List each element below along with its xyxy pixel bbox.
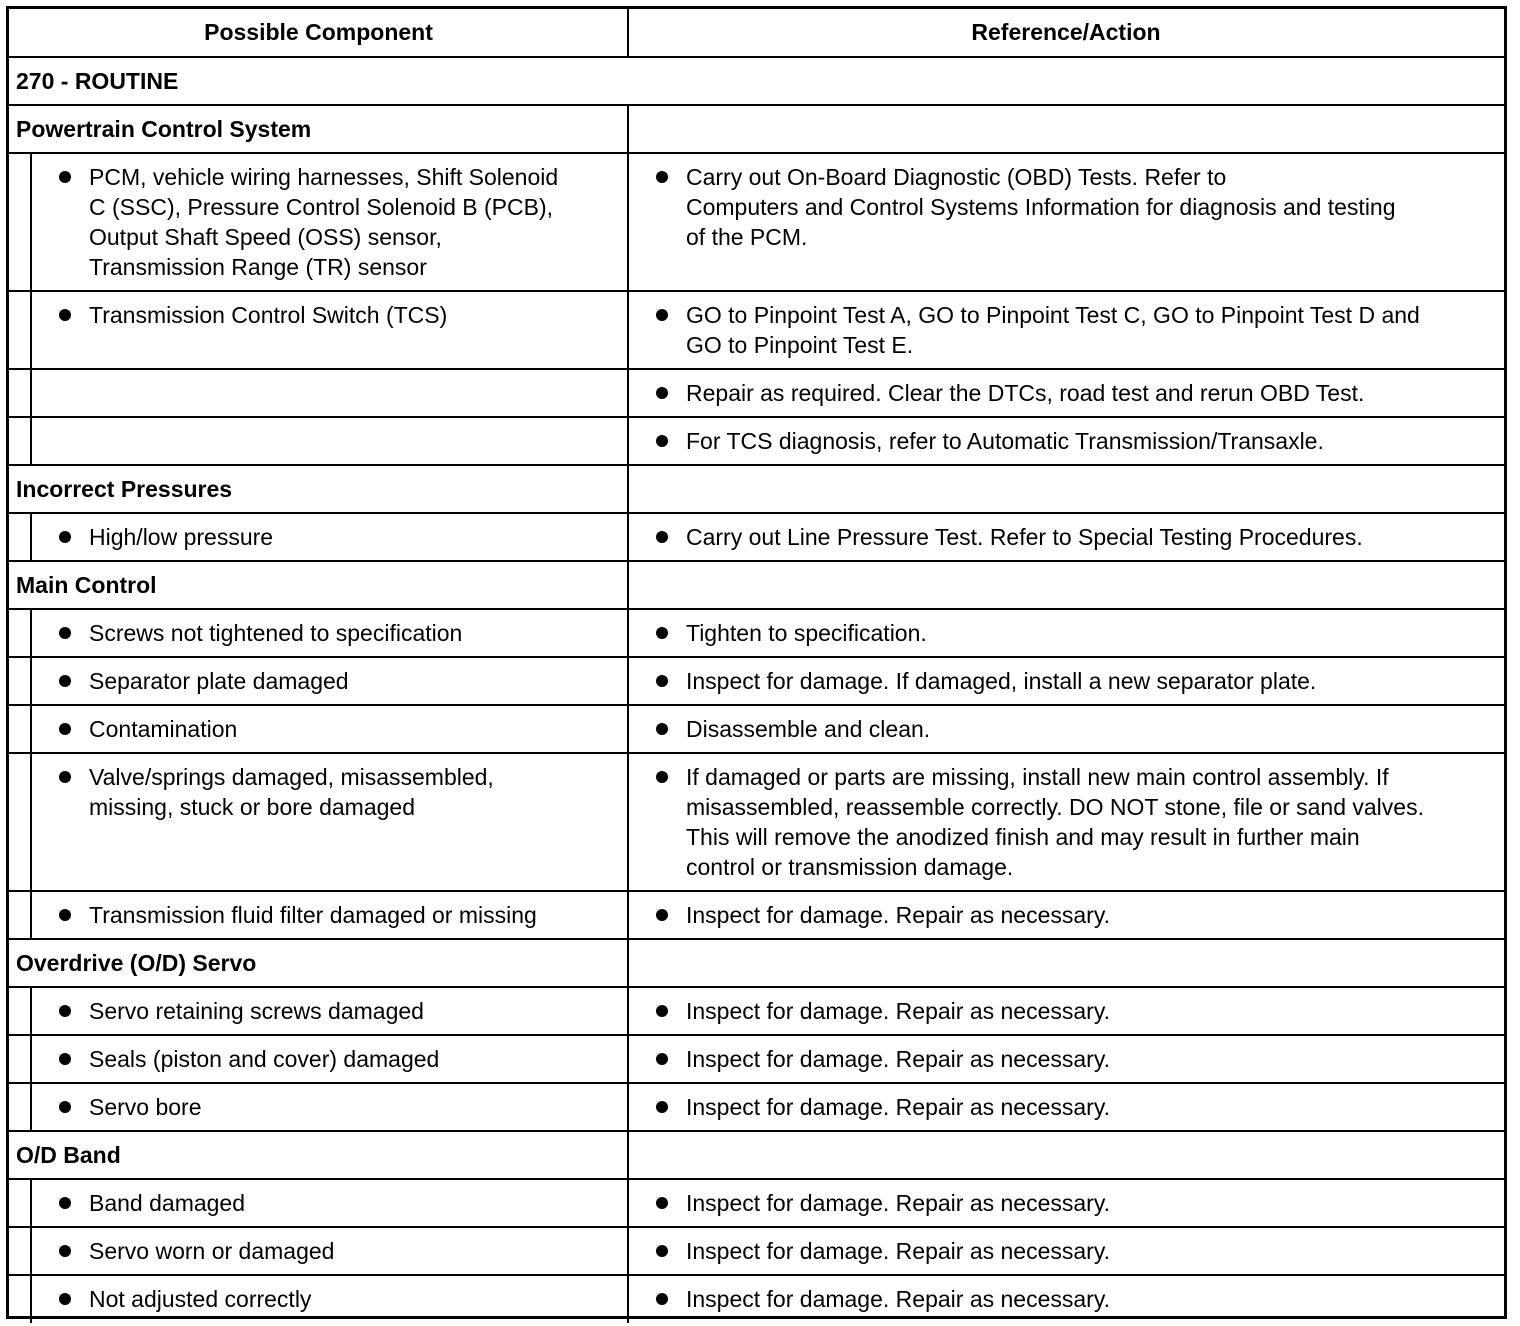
bullet-icon [656,1053,668,1065]
row-divider [9,512,1504,514]
column-divider [627,1035,629,1083]
column-divider [627,891,629,939]
section-title: Powertrain Control System [16,116,312,142]
action-text: Inspect for damage. Repair as necessary. [686,1094,1111,1120]
row-divider [9,1226,1504,1228]
row-divider [9,704,1504,706]
section-title: O/D Band [16,1142,121,1168]
bullet-icon [59,675,71,687]
action-text: Inspect for damage. Repair as necessary. [686,1046,1111,1072]
row-divider [9,1274,1504,1276]
column-divider [30,1227,32,1275]
row-divider [9,290,1504,292]
row-divider [9,416,1504,418]
row-divider [9,1034,1504,1036]
action-text: of the PCM. [686,224,808,250]
column-divider [627,1131,629,1179]
component-text: C (SSC), Pressure Control Solenoid B (PCB), [89,194,553,220]
column-divider [30,657,32,705]
action-text: Inspect for damage. Repair as necessary. [686,1238,1111,1264]
row-divider [9,464,1504,466]
column-divider [627,705,629,753]
column-divider [627,1275,629,1323]
column-divider [627,561,629,609]
row-divider [9,1082,1504,1084]
column-divider [627,609,629,657]
column-divider [627,939,629,987]
column-divider [627,513,629,561]
bullet-icon [59,723,71,735]
row-divider [9,152,1504,154]
action-text: This will remove the anodized finish and may result in further main [686,824,1360,850]
header-reference-action: Reference/Action [971,19,1161,45]
action-text: Tighten to specification. [686,620,927,646]
header-possible-component: Possible Component [204,19,433,45]
bullet-icon [656,1197,668,1209]
column-divider [627,417,629,465]
bullet-icon [656,1101,668,1113]
bullet-icon [656,675,668,687]
action-text: Carry out On-Board Diagnostic (OBD) Tests. Refer to [686,164,1227,190]
component-text: Servo retaining screws damaged [89,998,424,1024]
action-text: Inspect for damage. Repair as necessary. [686,1190,1111,1216]
column-divider [627,153,629,291]
action-text: Inspect for damage. Repair as necessary. [686,1286,1111,1312]
component-text: missing, stuck or bore damaged [89,794,415,820]
bullet-icon [656,1293,668,1305]
column-divider [30,753,32,891]
bullet-icon [59,1005,71,1017]
column-divider [627,9,629,57]
bullet-icon [656,771,668,783]
bullet-icon [59,171,71,183]
column-divider [627,291,629,369]
component-text: PCM, vehicle wiring harnesses, Shift Solenoid [89,164,559,190]
row-divider [9,104,1504,106]
row-divider [9,890,1504,892]
bullet-icon [656,723,668,735]
component-text: Screws not tightened to specification [89,620,463,646]
row-divider [9,752,1504,754]
row-divider [9,1178,1504,1180]
action-text: control or transmission damage. [686,854,1014,880]
column-divider [30,705,32,753]
action-text: GO to Pinpoint Test A, GO to Pinpoint Test C, GO to Pinpoint Test D and [686,302,1420,328]
component-text: Seals (piston and cover) damaged [89,1046,440,1072]
component-text: Separator plate damaged [89,668,349,694]
bullet-icon [656,435,668,447]
action-text: Repair as required. Clear the DTCs, road test and rerun OBD Test. [686,380,1365,406]
action-text: Inspect for damage. Repair as necessary. [686,902,1111,928]
action-text: Disassemble and clean. [686,716,931,742]
component-text: Transmission Range (TR) sensor [89,254,427,280]
column-divider [30,1083,32,1131]
column-divider [627,465,629,513]
action-text: Inspect for damage. If damaged, install a new separator plate. [686,668,1317,694]
bullet-icon [656,387,668,399]
action-text: misassembled, reassemble correctly. DO NOT stone, file or sand valves. [686,794,1424,820]
component-text: High/low pressure [89,524,274,550]
column-divider [30,1179,32,1227]
action-text: Inspect for damage. Repair as necessary. [686,998,1111,1024]
column-divider [627,369,629,417]
row-divider [9,368,1504,370]
component-text: Transmission fluid filter damaged or missing [89,902,537,928]
bullet-icon [656,627,668,639]
bullet-icon [59,771,71,783]
action-text: Carry out Line Pressure Test. Refer to Special Testing Procedures. [686,524,1363,550]
bullet-icon [59,627,71,639]
row-divider [9,56,1504,58]
component-text: Output Shaft Speed (OSS) sensor, [89,224,442,250]
bullet-icon [656,171,668,183]
column-divider [627,753,629,891]
row-divider [9,1130,1504,1132]
column-divider [627,987,629,1035]
bullet-icon [59,531,71,543]
component-text: Not adjusted correctly [89,1286,312,1312]
bullet-icon [59,309,71,321]
column-divider [627,105,629,153]
column-divider [30,513,32,561]
row-divider [9,986,1504,988]
column-divider [30,891,32,939]
component-text: Band damaged [89,1190,246,1216]
column-divider [30,1035,32,1083]
column-divider [30,153,32,291]
bullet-icon [59,1197,71,1209]
component-text: Contamination [89,716,238,742]
column-divider [627,1227,629,1275]
column-divider [30,369,32,417]
bullet-icon [656,1005,668,1017]
section-title: Main Control [16,572,157,598]
section-title: Overdrive (O/D) Servo [16,950,257,976]
bullet-icon [59,1293,71,1305]
action-text: GO to Pinpoint Test E. [686,332,914,358]
bullet-icon [59,1245,71,1257]
column-divider [30,1275,32,1323]
bullet-icon [656,531,668,543]
row-divider [9,560,1504,562]
bullet-icon [59,1101,71,1113]
action-text: For TCS diagnosis, refer to Automatic Transmission/Transaxle. [686,428,1324,454]
column-divider [30,417,32,465]
action-text: If damaged or parts are missing, install new main control assembly. If [686,764,1389,790]
column-divider [627,1083,629,1131]
component-text: Servo bore [89,1094,202,1120]
column-divider [30,609,32,657]
bullet-icon [656,309,668,321]
component-text: Servo worn or damaged [89,1238,335,1264]
column-divider [627,1179,629,1227]
column-divider [627,657,629,705]
row-divider [9,608,1504,610]
bullet-icon [59,909,71,921]
diagnosis-table [6,6,1507,1319]
bullet-icon [656,1245,668,1257]
row-divider [9,938,1504,940]
row-divider [9,656,1504,658]
section-title: Incorrect Pressures [16,476,233,502]
routine-title: 270 - ROUTINE [16,68,179,94]
component-text: Transmission Control Switch (TCS) [89,302,448,328]
bullet-icon [59,1053,71,1065]
column-divider [30,987,32,1035]
column-divider [30,291,32,369]
bullet-icon [656,909,668,921]
component-text: Valve/springs damaged, misassembled, [89,764,494,790]
action-text: Computers and Control Systems Information for diagnosis and testing [686,194,1396,220]
